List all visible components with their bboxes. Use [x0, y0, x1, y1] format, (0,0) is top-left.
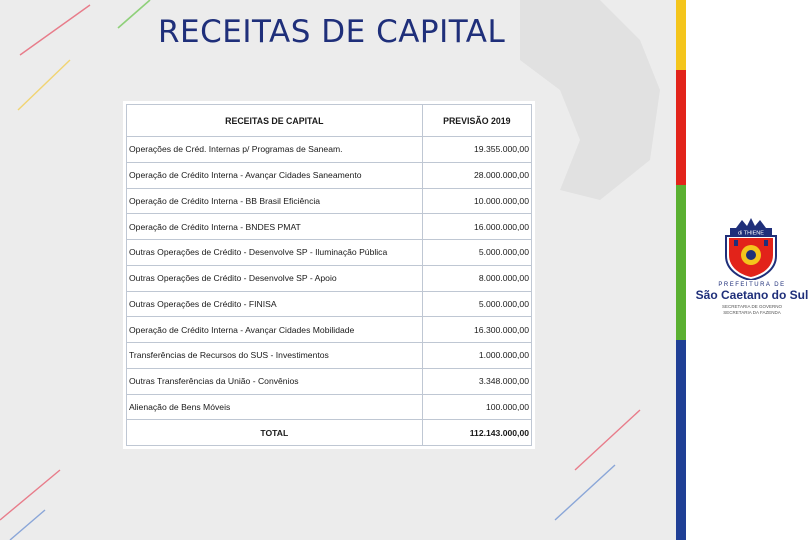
deco-line: [10, 510, 45, 540]
city-logo: [695, 218, 809, 318]
row-description: Outras Transferências da União - Convênios: [127, 368, 423, 394]
row-description: Operação de Crédito Interna - BB Brasil Eficiência: [127, 188, 423, 214]
revenue-table: [126, 104, 532, 446]
row-value: 16.300.000,00: [422, 317, 531, 343]
row-description: Transferências de Recursos do SUS - Investimentos: [127, 343, 423, 369]
logo-banner-text: di THIENE: [738, 230, 764, 237]
logo-city-name: São Caetano do Sul: [695, 288, 809, 302]
table-row: [127, 394, 532, 420]
coat-of-arms-icon: [722, 218, 780, 280]
logo-prefeitura: PREFEITURA DE: [718, 282, 786, 288]
row-description: Alienação de Bens Móveis: [127, 394, 423, 420]
deco-line: [20, 5, 90, 55]
gear-watermark: [520, 0, 660, 200]
row-description: Outras Operações de Crédito - Desenvolve SP - Apoio: [127, 265, 423, 291]
row-value: 10.000.000,00: [422, 188, 531, 214]
table-row: [127, 240, 532, 266]
table-row: [127, 162, 532, 188]
total-label: TOTAL: [127, 420, 423, 446]
row-value: 28.000.000,00: [422, 162, 531, 188]
row-value: 100.000,00: [422, 394, 531, 420]
stripe-red: [676, 70, 686, 185]
stripe-yellow: [676, 0, 686, 70]
slide-title: RECEITAS DE CAPITAL: [158, 14, 506, 50]
deco-line: [0, 470, 60, 520]
deco-line: [118, 0, 150, 28]
row-value: 16.000.000,00: [422, 214, 531, 240]
table-row: [127, 317, 532, 343]
row-description: Operação de Crédito Interna - BNDES PMAT: [127, 214, 423, 240]
table-row: [127, 188, 532, 214]
deco-line: [555, 465, 615, 520]
header-description: RECEITAS DE CAPITAL: [127, 105, 423, 137]
table-header-row: [127, 105, 532, 137]
logo-sec-fazenda: SECRETARIA DA FAZENDA: [723, 309, 781, 315]
table-total-row: [127, 420, 532, 446]
row-value: 3.348.000,00: [422, 368, 531, 394]
row-value: 19.355.000,00: [422, 137, 531, 163]
stripe-green: [676, 185, 686, 340]
table-row: [127, 343, 532, 369]
stripe-blue: [676, 340, 686, 540]
row-description: Operações de Créd. Internas p/ Programas de Saneam.: [127, 137, 423, 163]
deco-line: [575, 410, 640, 470]
row-description: Outras Operações de Crédito - Desenvolve SP - Iluminação Pública: [127, 240, 423, 266]
table-row: [127, 214, 532, 240]
deco-line: [18, 60, 70, 110]
row-value: 8.000.000,00: [422, 265, 531, 291]
row-value: 5.000.000,00: [422, 291, 531, 317]
row-description: Operação de Crédito Interna - Avançar Cidades Saneamento: [127, 162, 423, 188]
header-forecast: PREVISÃO 2019: [422, 105, 531, 137]
row-description: Operação de Crédito Interna - Avançar Cidades Mobilidade: [127, 317, 423, 343]
table-row: [127, 265, 532, 291]
table-row: [127, 291, 532, 317]
logo-secretarias: [696, 304, 808, 315]
logo-sec-governo: SECRETARIA DE GOVERNO: [722, 304, 782, 309]
row-value: 5.000.000,00: [422, 240, 531, 266]
revenue-table-panel: [123, 101, 535, 449]
row-description: Outras Operações de Crédito - FINISA: [127, 291, 423, 317]
table-row: [127, 368, 532, 394]
total-value: 112.143.000,00: [422, 420, 531, 446]
row-value: 1.000.000,00: [422, 343, 531, 369]
table-row: [127, 137, 532, 163]
